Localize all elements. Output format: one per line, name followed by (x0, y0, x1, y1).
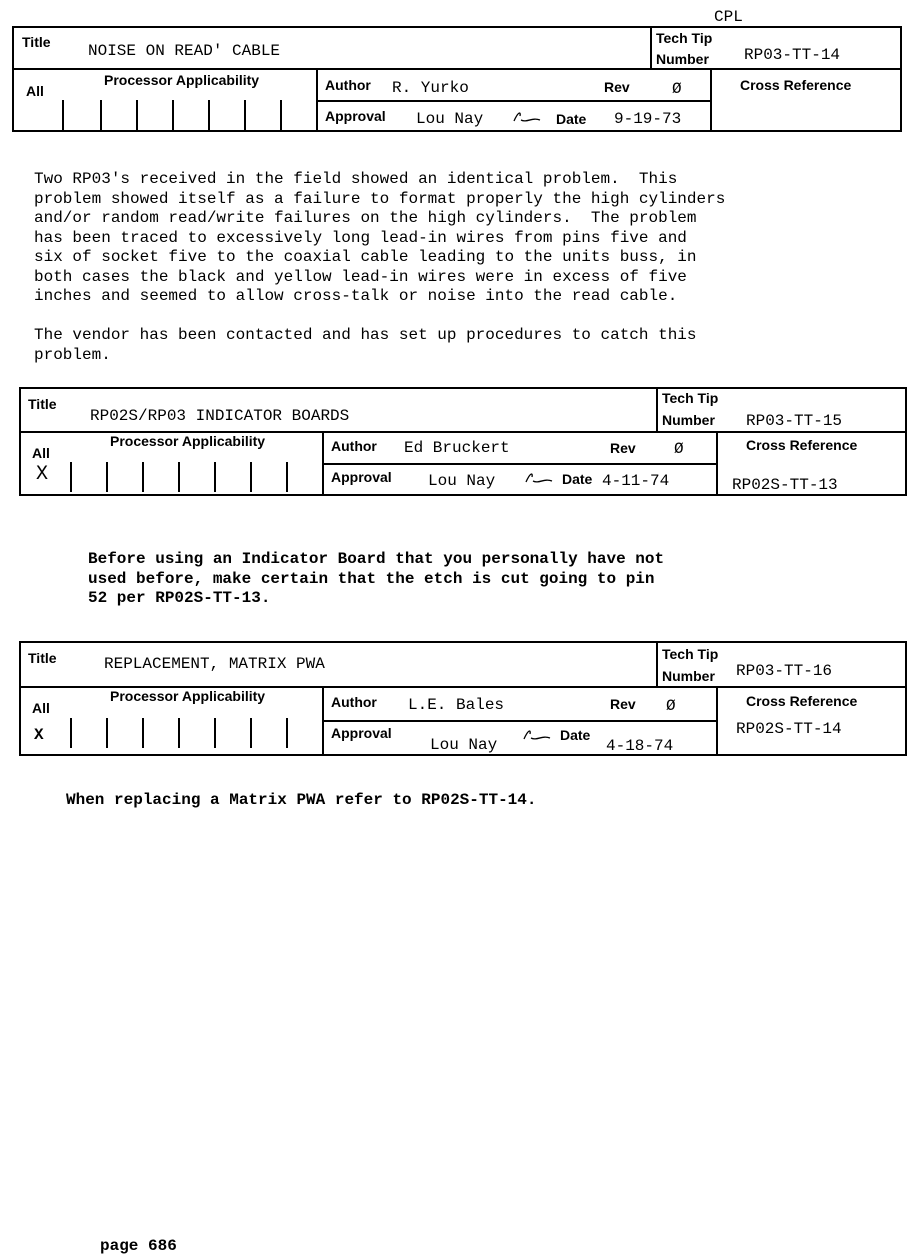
author-value: L.E. Bales (408, 696, 505, 714)
body-line: When replacing a Matrix PWA refer to RP02S-TT-14. (66, 791, 537, 809)
body-line: has been traced to excessively long lead-in wires from pins five and (34, 228, 687, 247)
body-line: both cases the black and yellow lead-in wires were in excess of five (34, 267, 687, 286)
number-label: Number (656, 51, 709, 67)
rev-value: Ø (666, 697, 676, 715)
processor-applicability-label: Processor Applicability (110, 688, 266, 704)
body-line: Two RP03's received in the field showed an identical problem. This (34, 170, 678, 188)
body-line: and/or random read/write failures on the high cylinders. The problem (34, 209, 697, 227)
tip-title: REPLACEMENT, MATRIX PWA (104, 655, 325, 673)
processor-applicability-label: Processor Applicability (104, 72, 260, 88)
tip-title: NOISE ON READ' CABLE (88, 42, 281, 60)
title-label: Title (28, 396, 57, 412)
body-line: problem. (34, 345, 111, 364)
all-label: All (32, 700, 50, 716)
body-line: used before, make certain that the etch is cut going to pin (88, 569, 655, 588)
approval-label: Approval (331, 469, 392, 485)
rev-value: Ø (674, 440, 684, 458)
all-checkmark: X (36, 463, 49, 486)
date-value: 9-19-73 (614, 110, 682, 128)
tip-3-body (66, 791, 536, 811)
header-mark: CPL (714, 8, 743, 26)
date-value: 4-11-74 (602, 472, 670, 490)
tip-title: RP02S/RP03 INDICATOR BOARDS (90, 407, 350, 425)
author-label: Author (331, 694, 377, 710)
tip-number: RP03-TT-14 (744, 46, 841, 64)
cross-reference-value: RP02S-TT-14 (736, 720, 842, 738)
tip-1-body (34, 170, 725, 365)
rev-label: Rev (610, 440, 636, 456)
author-label: Author (331, 438, 377, 454)
author-label: Author (325, 77, 371, 93)
tech-tip-label: Tech Tip (662, 646, 719, 662)
tech-tip-label: Tech Tip (662, 390, 719, 406)
title-label: Title (28, 650, 57, 666)
rev-label: Rev (604, 79, 630, 95)
body-line: six of socket five to the coaxial cable leading to the units buss, in (34, 248, 697, 266)
date-label: Date (562, 471, 593, 487)
tip-number: RP03-TT-15 (746, 412, 843, 430)
all-checkmark: X (34, 726, 44, 744)
approval-value: Lou Nay (416, 110, 484, 128)
approval-initials-signature (512, 110, 542, 124)
all-label: All (26, 83, 44, 99)
body-line (34, 307, 725, 327)
processor-applicability-label: Processor Applicability (110, 433, 266, 449)
title-label: Title (22, 34, 51, 50)
approval-label: Approval (331, 725, 392, 741)
approval-initials-signature (522, 728, 552, 742)
body-line: inches and seemed to allow cross-talk or noise into the read cable. (34, 287, 678, 305)
tip-2-body (88, 550, 664, 609)
approval-initials-signature (524, 471, 554, 485)
all-label: All (32, 445, 50, 461)
page-number: page 686 (100, 1237, 177, 1255)
number-label: Number (662, 668, 715, 684)
cross-reference-label: Cross Reference (746, 693, 858, 709)
body-line: problem showed itself as a failure to format properly the high cylinders (34, 189, 726, 208)
tip-number: RP03-TT-16 (736, 662, 833, 680)
date-label: Date (556, 111, 587, 127)
date-label: Date (560, 727, 591, 743)
body-line: The vendor has been contacted and has set up procedures to catch this (34, 326, 697, 344)
author-value: Ed Bruckert (404, 439, 510, 457)
rev-value: Ø (672, 80, 682, 98)
date-value: 4-18-74 (606, 737, 674, 755)
number-label: Number (662, 412, 715, 428)
cross-reference-label: Cross Reference (746, 437, 858, 453)
approval-label: Approval (325, 108, 386, 124)
author-value: R. Yurko (392, 79, 469, 97)
cross-reference-value: RP02S-TT-13 (732, 476, 838, 494)
approval-value: Lou Nay (430, 736, 498, 754)
tech-tip-label: Tech Tip (656, 30, 713, 46)
approval-value: Lou Nay (428, 472, 496, 490)
rev-label: Rev (610, 696, 636, 712)
cross-reference-label: Cross Reference (740, 77, 852, 93)
body-line: 52 per RP02S-TT-13. (88, 589, 271, 607)
body-line: Before using an Indicator Board that you personally have not (88, 550, 665, 568)
